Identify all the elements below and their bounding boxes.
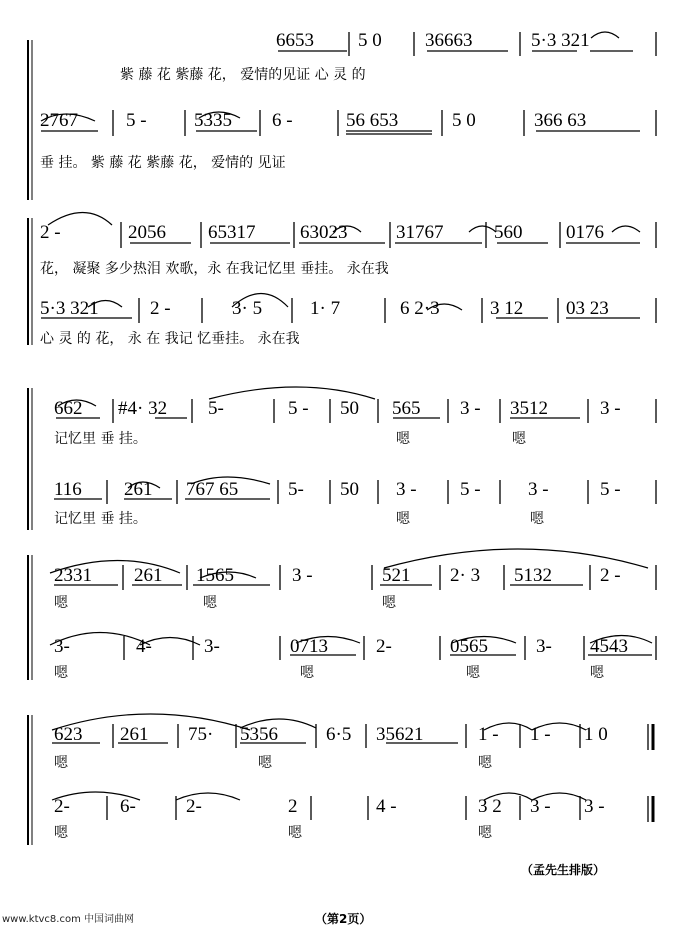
lyric-text: 嗯 bbox=[300, 665, 314, 681]
measure: 565 bbox=[392, 398, 421, 419]
lyric-text: 嗯 bbox=[54, 755, 68, 771]
source-watermark: www.ktvc8.com 中国词曲网 bbox=[2, 914, 135, 925]
measure: 521 bbox=[382, 565, 411, 586]
measure: 0565 bbox=[450, 636, 488, 657]
measure: 3 - bbox=[530, 796, 551, 817]
measure: 2 - bbox=[150, 298, 171, 319]
measure: 0176 bbox=[566, 222, 604, 243]
lyric-text: 嗯 bbox=[54, 665, 68, 681]
lyric-text: 嗯 bbox=[396, 511, 410, 527]
lyric-text: 心 灵 的 花， 永 在 我记 忆垂挂。 永在我 bbox=[40, 331, 300, 347]
measure: 261 bbox=[124, 479, 153, 500]
lyric-text: 花， 凝聚 多少热泪 欢歌，永 在我记忆里 垂挂。 永在我 bbox=[40, 261, 389, 277]
measure: 3 - bbox=[396, 479, 417, 500]
measure: 1565 bbox=[196, 565, 234, 586]
measure: 3· 5 bbox=[232, 298, 263, 319]
measure: 5 - bbox=[600, 479, 621, 500]
measure: 560 bbox=[494, 222, 523, 243]
measure: 3 - bbox=[528, 479, 549, 500]
measure: 6 - bbox=[272, 110, 293, 131]
measure: 5132 bbox=[514, 565, 552, 586]
measure: 1 - bbox=[530, 724, 551, 745]
measure: 56 653 bbox=[346, 110, 399, 131]
measure: 6 2·3 bbox=[400, 298, 440, 319]
measure: 2- bbox=[186, 796, 202, 817]
measure: 3 - bbox=[584, 796, 605, 817]
measure: 5 0 bbox=[358, 30, 382, 51]
lyric-text: 嗯 bbox=[590, 665, 604, 681]
measure: 261 bbox=[134, 565, 163, 586]
measure: 662 bbox=[54, 398, 83, 419]
measure: 5- bbox=[288, 479, 304, 500]
measure: 366 63 bbox=[534, 110, 587, 131]
measure: 2- bbox=[376, 636, 392, 657]
measure: 2767 bbox=[40, 110, 78, 131]
measure: 116 bbox=[54, 479, 82, 500]
measure: 63023 bbox=[300, 222, 348, 243]
measure: 03 23 bbox=[566, 298, 609, 319]
measure: 3- bbox=[536, 636, 552, 657]
page-number: （第2页） bbox=[315, 912, 372, 926]
measure: 623 bbox=[54, 724, 83, 745]
measure: 1 0 bbox=[584, 724, 608, 745]
measure: 35621 bbox=[376, 724, 424, 745]
measure: 0713 bbox=[290, 636, 328, 657]
measure: 2 bbox=[288, 796, 298, 817]
measure: 6·5 bbox=[326, 724, 352, 745]
measure: 31767 bbox=[396, 222, 444, 243]
lyric-text: 嗯 bbox=[54, 825, 68, 841]
measure: 3 - bbox=[600, 398, 621, 419]
measure: 5·3 321 bbox=[40, 298, 99, 319]
measure: 2056 bbox=[128, 222, 166, 243]
measure: 3 - bbox=[292, 565, 313, 586]
measure: 5- bbox=[208, 398, 224, 419]
measure: 261 bbox=[120, 724, 149, 745]
measure: 5 - bbox=[288, 398, 309, 419]
measure: 65317 bbox=[208, 222, 256, 243]
lyric-text: 嗯 bbox=[382, 595, 396, 611]
lyric-text: 记忆里 垂 挂。 bbox=[54, 511, 147, 527]
measure: 5356 bbox=[240, 724, 278, 745]
measure: 5·3 321 bbox=[531, 30, 590, 51]
measure: 4543 bbox=[590, 636, 628, 657]
measure: 3- bbox=[204, 636, 220, 657]
lyric-text: 嗯 bbox=[512, 431, 526, 447]
measure: 50 bbox=[340, 479, 359, 500]
measure: 3 2 bbox=[478, 796, 502, 817]
lyric-text: 嗯 bbox=[396, 431, 410, 447]
lyric-text: 嗯 bbox=[478, 825, 492, 841]
measure: 2 - bbox=[600, 565, 621, 586]
arranger-credit: （孟先生排版） bbox=[521, 863, 606, 877]
measure: 5 0 bbox=[452, 110, 476, 131]
lyric-text: 嗯 bbox=[478, 755, 492, 771]
measure: 36663 bbox=[425, 30, 473, 51]
measure: 767 65 bbox=[186, 479, 239, 500]
measure: 2- bbox=[54, 796, 70, 817]
measure: 1· 7 bbox=[310, 298, 341, 319]
measure: 5 - bbox=[126, 110, 147, 131]
measure: 4- bbox=[136, 636, 152, 657]
measure: 50 bbox=[340, 398, 359, 419]
measure: 3512 bbox=[510, 398, 548, 419]
lyric-text: 嗯 bbox=[288, 825, 302, 841]
lyric-text: 紫 藤 花 紫藤 花， 爱情的见证 心 灵 的 bbox=[120, 67, 366, 83]
measure: 6- bbox=[120, 796, 136, 817]
lyric-text: 嗯 bbox=[530, 511, 544, 527]
measure: 75· bbox=[188, 724, 214, 745]
lyric-text: 嗯 bbox=[54, 595, 68, 611]
lyric-text: 嗯 bbox=[203, 595, 217, 611]
measure: 4 - bbox=[376, 796, 397, 817]
measure: 2 - bbox=[40, 222, 61, 243]
measure: 2· 3 bbox=[450, 565, 481, 586]
measure: #4· 32 bbox=[118, 398, 168, 419]
measure: 1 - bbox=[478, 724, 499, 745]
measure: 2331 bbox=[54, 565, 92, 586]
measure: 3 12 bbox=[490, 298, 524, 319]
measure: 6653 bbox=[276, 30, 314, 51]
lyric-text: 嗯 bbox=[466, 665, 480, 681]
measure: 3 - bbox=[460, 398, 481, 419]
lyric-text: 嗯 bbox=[258, 755, 272, 771]
measure: 5 - bbox=[460, 479, 481, 500]
measure: 3- bbox=[54, 636, 70, 657]
lyric-text: 垂 挂。 紫 藤 花 紫藤 花， 爱情的 见证 bbox=[40, 155, 286, 171]
lyric-text: 记忆里 垂 挂。 bbox=[54, 431, 147, 447]
measure: 5335 bbox=[194, 110, 232, 131]
